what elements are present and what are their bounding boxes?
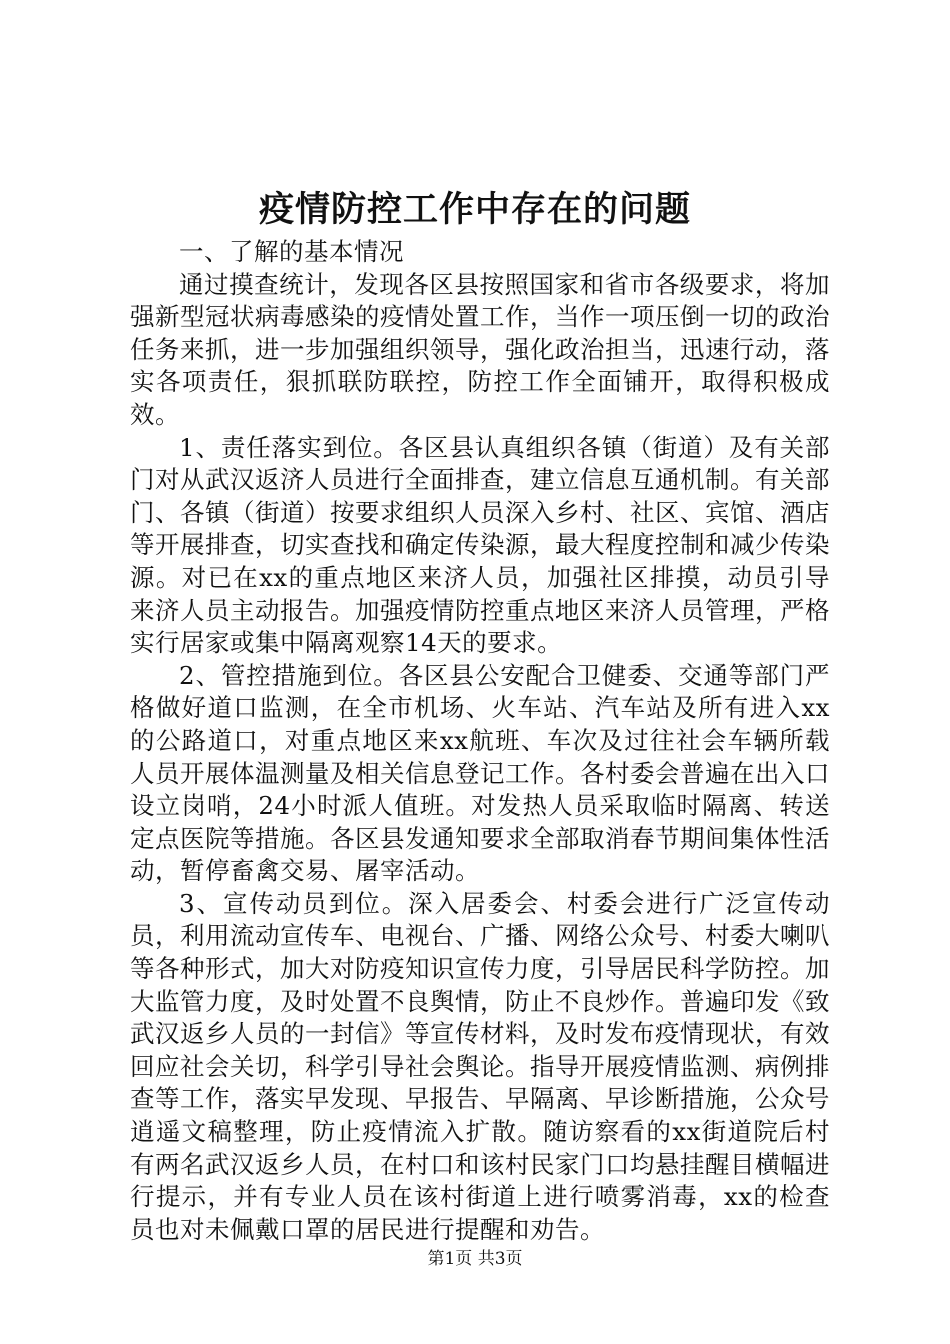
document-body <box>130 236 830 1246</box>
page-footer: 第1页 共3页 <box>427 1249 523 1269</box>
section-heading: 一、了解的基本情况 <box>179 237 404 266</box>
paragraph-publicity: 3、宣传动员到位。深入居委会、村委会进行广泛宣传动员，利用流动宣传车、电视台、广播、网络公众号、村委大喇叭等各种形式，加大对防疫知识宣传力度，引导居民科学防控。加大监管力度，及时处置不良舆情，防止不良炒作。普遍印发《致武汉返乡人员的一封信》等宣传材料，及时发布疫情现状，有效回应社会关切，科学引导社会舆论。指导开展疫情监测、病例排查等工作，落实早发现、早报告、早隔离、早诊断措施，公众号逍遥文稿整理，防止疫情流入扩散。随访察看的xx街道院后村有两名武汉返乡人员，在村口和该村民家门口均悬挂醒目横幅进行提示，并有专业人员在该村街道上进行喷雾消毒，xx的检查员也对未佩戴口罩的居民进行提醒和劝告。 <box>130 888 830 1244</box>
paragraph-control-measures: 2、管控措施到位。各区县公安配合卫健委、交通等部门严格做好道口监测，在全市机场、火车站、汽车站及所有进入xx的公路道口，对重点地区来xx航班、车次及过往社会车辆所载人员开展体温测量及相关信息登记工作。各村委会普遍在出入口设立岗哨，24小时派人值班。对发热人员采取临时隔离、转送定点医院等措施。各区县发通知要求全部取消春节期间集体性活动，暂停畜禽交易、屠宰活动。 <box>130 660 830 886</box>
paragraph-responsibility: 1、责任落实到位。各区县认真组织各镇（街道）及有关部门对从武汉返济人员进行全面排查，建立信息互通机制。有关部门、各镇（街道）按要求组织人员深入乡村、社区、宾馆、酒店等开展排查，切实查找和确定传染源，最大程度控制和减少传染源。对已在xx的重点地区来济人员，加强社区排摸，动员引导来济人员主动报告。加强疫情防控重点地区来济人员管理，严格实行居家或集中隔离观察14天的要求。 <box>130 432 830 658</box>
paragraph-intro: 通过摸查统计，发现各区县按照国家和省市各级要求，将加强新型冠状病毒感染的疫情处置工作，当作一项压倒一切的政治任务来抓，进一步加强组织领导，强化政治担当，迅速行动，落实各项责任，狠抓联防联控，防控工作全面铺开，取得积极成效。 <box>130 269 830 429</box>
document-title: 疫情防控工作中存在的问题 <box>258 189 691 230</box>
